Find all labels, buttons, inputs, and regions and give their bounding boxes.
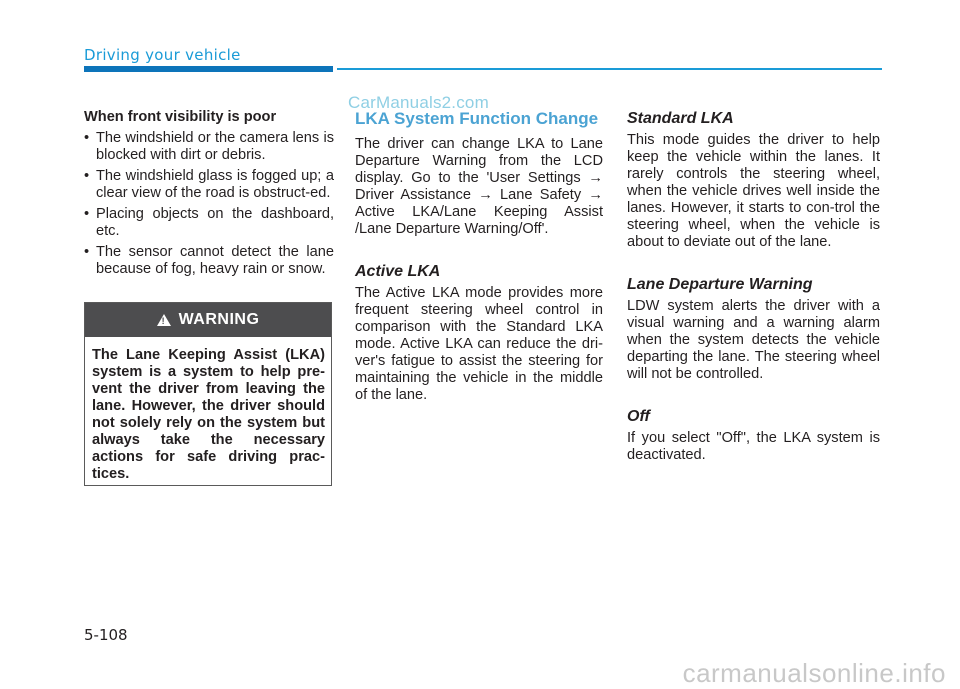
list-item: • The windshield or the camera lens is blocked with dirt or debris. [84, 130, 334, 164]
off-text: If you select "Off", the LKA system is deactivated. [627, 430, 880, 463]
watermark-bottom: carmanualsonline.info [682, 658, 946, 688]
warning-triangle-icon: ! [157, 314, 171, 326]
active-lka-title: Active LKA [355, 263, 441, 280]
header-title: Driving your vehicle [84, 46, 241, 64]
visibility-list [84, 130, 334, 278]
watermark-top: CarManuals2.com [348, 93, 489, 112]
off-title: Off [627, 408, 650, 425]
warning-header [85, 303, 331, 337]
list-item: • The sensor cannot detect the lane because of fog, heavy rain or snow. [84, 244, 334, 278]
column-left [84, 109, 334, 282]
column-middle [355, 109, 603, 404]
warning-label: WARNING [178, 311, 260, 328]
section-title: LKA System Function Change [355, 109, 599, 128]
standard-lka-text: This mode guides the driver to help keep the vehicle within the lanes. It rarely controls the steering wheel, when the vehicle drives well inside the lanes. However, it starts to con-trol the steering wheel, when the vehicle is about to deviate out of the lane. [627, 132, 880, 250]
ldw-title: Lane Departure Warning [627, 276, 813, 293]
header-bar-dark [84, 66, 333, 72]
warning-text: The Lane Keeping Assist (LKA) system is a system to help pre-vent the driver from leaving the lane. However, the driver should not solely rely on the system but always take the necessary actions for safe driving prac-tices. [92, 347, 325, 482]
column-right [627, 109, 880, 464]
ldw-text: LDW system alerts the driver with a visual warning and a warning alarm when the system detects the vehicle departing the lane. The steering wheel will not be controlled. [627, 298, 880, 382]
list-item: • The windshield glass is fogged up; a clear view of the road is obstruct-ed. [84, 168, 334, 202]
visibility-heading: When front visibility is poor [84, 109, 277, 125]
function-change-text: The driver can change LKA to Lane Departure Warning from the LCD display. Go to the 'User Settings → Driver Assistance → Lane Safety → Active LKA/Lane Keeping Assist /Lane Departure Warning/Off'. [355, 136, 603, 237]
standard-lka-title: Standard LKA [627, 110, 734, 127]
page-number: 5-108 [84, 626, 128, 644]
list-item: • Placing objects on the dashboard, etc. [84, 206, 334, 240]
header-bar-light [337, 68, 882, 70]
warning-box [84, 302, 332, 486]
active-lka-text: The Active LKA mode provides more frequent steering wheel control in comparison with the Standard LKA mode. Active LKA can reduce the dri-ver's fatigue to assist the steering for maintaining the vehicle in the middle of the lane. [355, 285, 603, 403]
